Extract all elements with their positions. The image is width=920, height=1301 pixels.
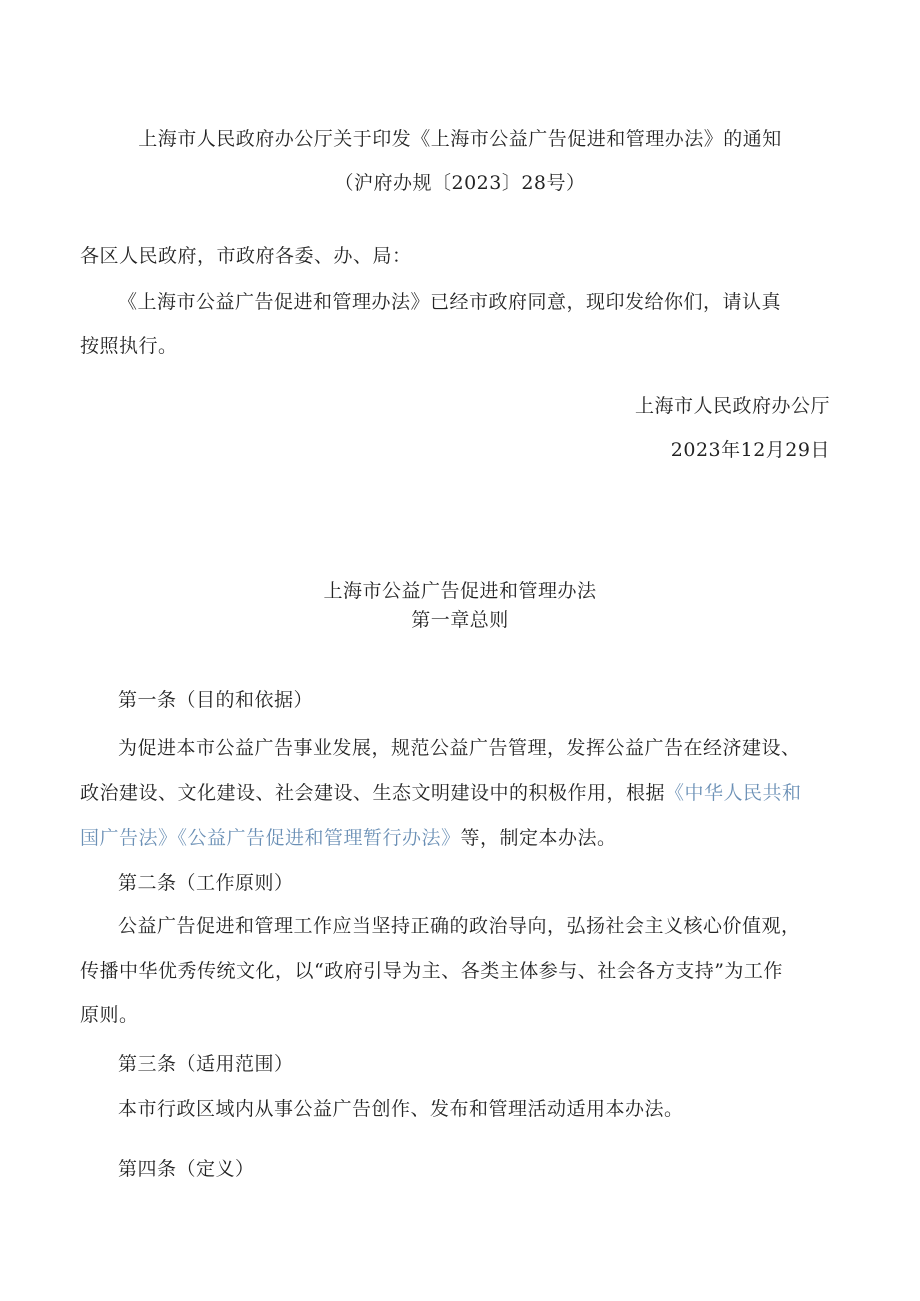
article-1-line-2 [80, 780, 802, 806]
article-2-line-3: 原则。 [80, 1004, 139, 1026]
article-1-line-3 [80, 825, 617, 851]
measures-title: 上海市公益广告促进和管理办法 [323, 580, 597, 602]
article-3-heading: 第三条（适用范围） [118, 1053, 294, 1075]
article-1-line-2-text: 政治建设、文化建设、社会建设、生态文明建设中的积极作用，根据 [80, 782, 666, 804]
article-2-heading: 第二条（工作原则） [118, 872, 294, 894]
article-2-line-1: 公益广告促进和管理工作应当坚持正确的政治导向，弘扬社会主义核心价值观， [118, 915, 801, 937]
signer: 上海市人民政府办公厅 [634, 395, 830, 417]
article-1-heading: 第一条（目的和依据） [118, 689, 314, 711]
chapter-heading: 第一章总则 [411, 609, 509, 631]
article-3-line-1: 本市行政区域内从事公益广告创作、发布和管理活动适用本办法。 [118, 1098, 684, 1120]
law-link-advertising-cont[interactable]: 国广告法》 [80, 827, 178, 849]
notice-title: 上海市人民政府办公厅关于印发《上海市公益广告促进和管理办法》的通知 [138, 128, 782, 150]
recipients: 各区人民政府，市政府各委、办、局： [80, 245, 412, 267]
law-link-advertising[interactable]: 《中华人民共和 [665, 782, 802, 804]
law-link-interim-measures[interactable]: 《公益广告促进和管理暂行办法》 [177, 827, 461, 849]
article-2-line-2: 传播中华优秀传统文化，以“政府引导为主、各类主体参与、社会各方支持”为工作 [80, 960, 783, 982]
notice-body-line-2: 按照执行。 [80, 335, 178, 357]
article-1-line-3-text: 等，制定本办法。 [460, 827, 617, 849]
doc-number: （沪府办规〔2023〕28号） [334, 172, 586, 194]
notice-body-line-1: 《上海市公益广告促进和管理办法》已经市政府同意，现印发给你们，请认真 [118, 291, 782, 313]
notice-date: 2023年12月29日 [670, 439, 830, 461]
article-1-line-1: 为促进本市公益广告事业发展，规范公益广告管理，发挥公益广告在经济建设、 [118, 737, 801, 759]
article-4-heading: 第四条（定义） [118, 1158, 255, 1180]
